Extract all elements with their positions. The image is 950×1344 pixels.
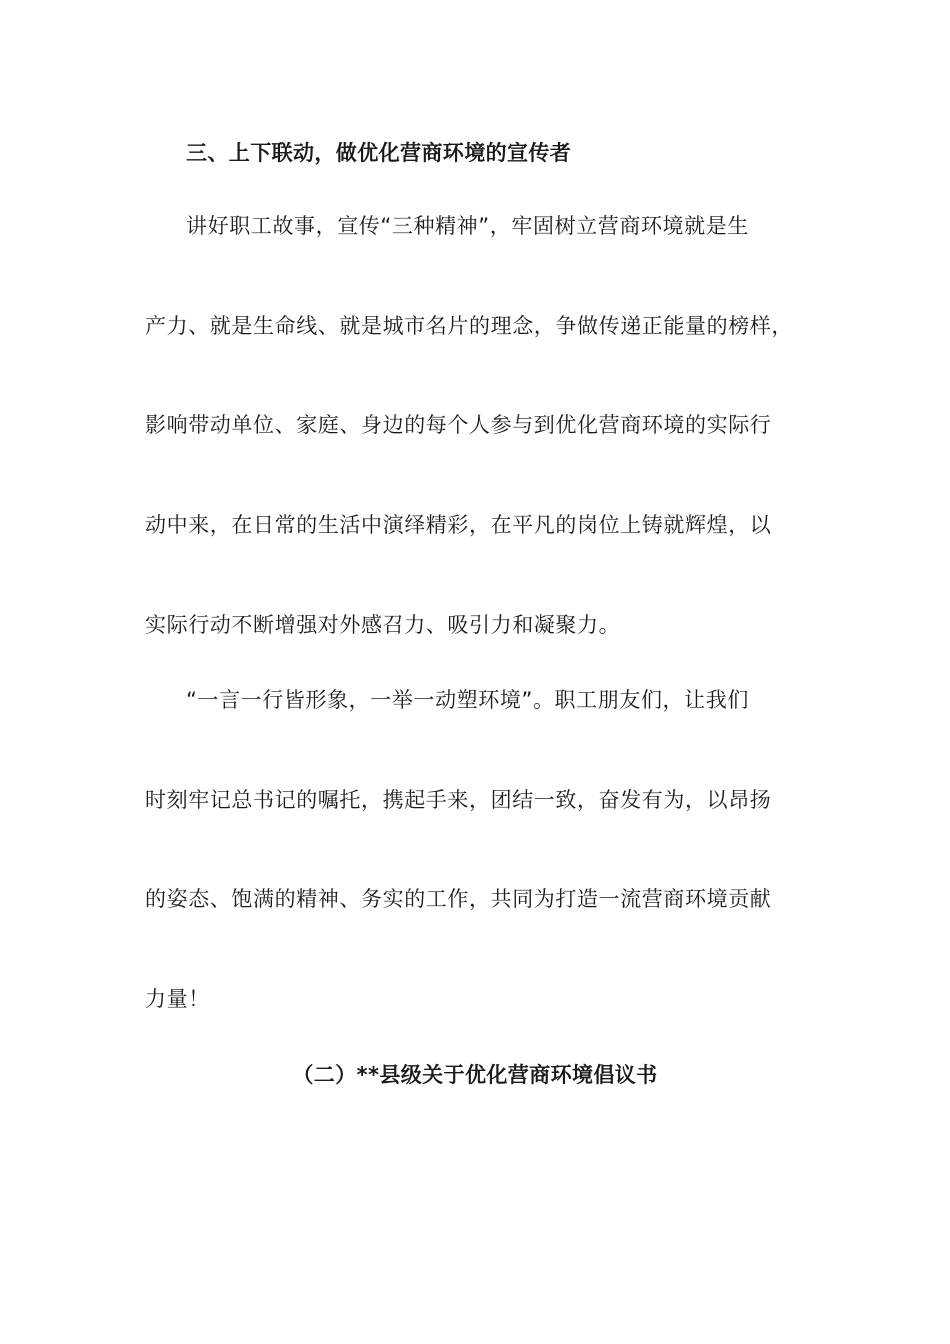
paragraph-2-line-1: “一言一行皆形象，一举一动塑环境”。职工朋友们，让我们 [186,688,749,712]
paragraph-1-line-3: 影响带动单位、家庭、身边的每个人参与到优化营商环境的实际行 [145,413,772,437]
section-heading: 三、上下联动，做优化营商环境的宣传者 [186,141,572,165]
paragraph-1-line-1: 讲好职工故事，宣传“三种精神”，牢固树立营商环境就是生 [186,214,749,238]
sub-title: （二）**县级关于优化营商环境倡议书 [292,1063,658,1087]
paragraph-1-line-5: 实际行动不断增强对外感召力、吸引力和凝聚力。 [145,613,621,637]
paragraph-1-line-4: 动中来，在日常的生活中演绎精彩，在平凡的岗位上铸就辉煌，以 [145,513,772,537]
paragraph-2-line-4: 力量！ [145,987,210,1011]
paragraph-2-line-2: 时刻牢记总书记的嘱托，携起手来，团结一致，奋发有为，以昂扬 [145,788,772,812]
paragraph-2-line-3: 的姿态、饱满的精神、务实的工作，共同为打造一流营商环境贡献 [145,887,772,911]
paragraph-1-line-2: 产力、就是生命线、就是城市名片的理念，争做传递正能量的榜样， [145,314,793,338]
